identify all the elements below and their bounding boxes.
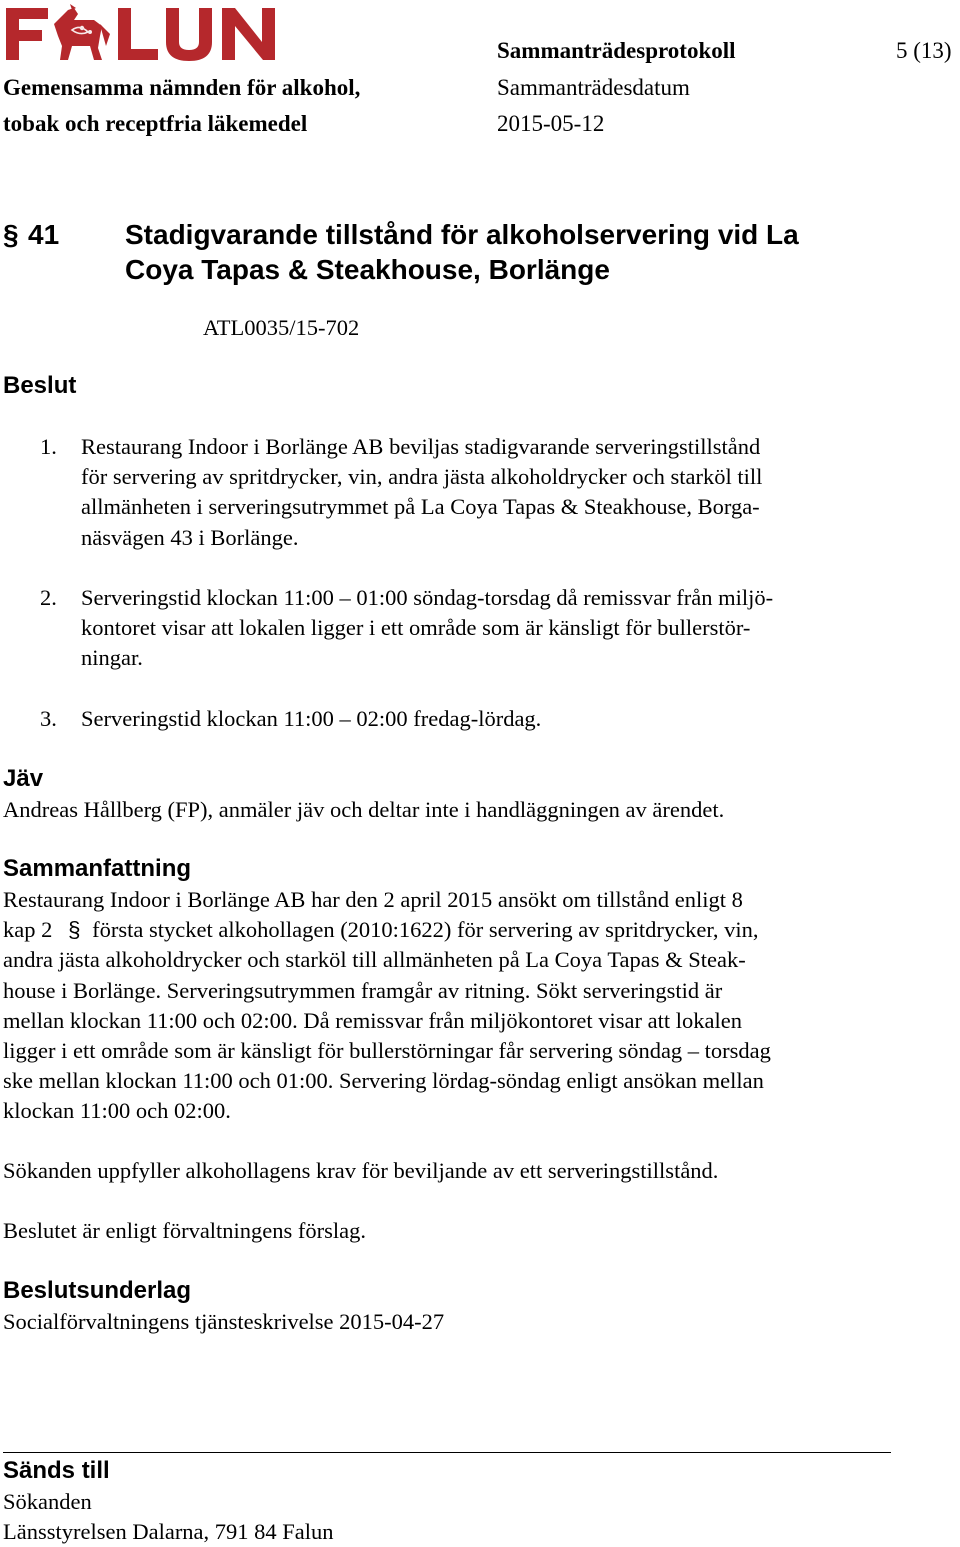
paragraph-text: kap 2 [3,917,53,943]
sammanfattning-paragraph-3: Beslutet är enligt förvaltningens förslag. [3,1218,367,1243]
paragraph-line: Restaurang Indoor i Borlänge AB har den 2 april 2015 ansökt om tillstånd enligt 8 [3,887,743,912]
beslut-item-line: ningar. [81,645,143,671]
beslut-item-line: Serveringstid klockan 11:00 – 02:00 fredag-lördag. [81,706,542,731]
sammanfattning-paragraph-1 [3,885,923,1127]
page-number: 5 (13) [896,38,952,63]
beslut-item-number: 1. [40,434,57,459]
beslutsunderlag-heading: Beslutsunderlag [3,1277,192,1304]
beslutsunderlag-text: Socialförvaltningens tjänsteskrivelse 2015-04-27 [3,1309,445,1334]
beslut-item-number: 3. [40,706,57,731]
paragraph-line: house i Borlänge. Serveringsutrymmen framgår av ritning. Sökt serveringstid är [3,977,723,1003]
section-number: 41 [28,219,60,250]
paragraph-line: andra jästa alkoholdrycker och starköl till allmänheten på La Coya Tapas & Steak- [3,947,746,973]
sammanfattning-heading: Sammanfattning [3,855,192,882]
section-title-line-1: Stadigvarande tillstånd för alkoholservering vid La [125,219,799,250]
sammanfattning-paragraph-2: Sökanden uppfyller alkohollagens krav för beviljande av ett serveringstillstånd. [3,1158,719,1183]
recipient: Sökanden [3,1489,92,1514]
jav-text: Andreas Hållberg (FP), anmäler jäv och deltar inte i handläggningen av ärendet. [3,797,725,822]
paragraph-line: ske mellan klockan 11:00 och 01:00. Servering lördag-söndag enligt ansökan mellan [3,1068,764,1094]
paragraph-line [3,915,923,945]
beslut-item-number: 2. [40,585,57,610]
beslut-item-line: Serveringstid klockan 11:00 – 01:00 söndag-torsdag då remissvar från miljö- [81,585,774,610]
organization-line-1: Gemensamma nämnden för alkohol, [3,75,361,100]
paragraph-line: mellan klockan 11:00 och 02:00. Då remissvar från miljökontoret visar att lokalen [3,1007,742,1033]
falun-logo [2,2,282,64]
jav-heading: Jäv [3,765,44,792]
beslut-item-line: näsvägen 43 i Borlänge. [81,524,299,550]
section-symbol: § [3,219,19,250]
beslut-item-line: Restaurang Indoor i Borlänge AB beviljas stadigvarande serveringstillstånd [81,434,761,459]
divider [3,1452,891,1453]
paragraph-line: ligger i ett område som är känsligt för bullerstörningar får servering söndag – torsdag [3,1038,771,1064]
sands-till-heading: Sänds till [3,1457,110,1484]
beslut-item-line: för servering av spritdrycker, vin, andra jästa alkoholdrycker och starköl till [81,464,763,490]
dala-horse-icon [54,4,110,60]
paragraph-symbol: § [68,917,81,943]
case-reference: ATL0035/15-702 [203,315,360,340]
beslut-heading: Beslut [3,372,77,399]
beslut-item-line: allmänheten i serveringsutrymmet på La Coya Tapas & Steakhouse, Borga- [81,494,760,520]
paragraph-text: första stycket alkohollagen (2010:1622) för servering av spritdrycker, vin, [92,917,759,943]
meeting-date-label: Sammanträdesdatum [497,75,690,100]
paragraph-line: klockan 11:00 och 02:00. [3,1098,231,1124]
recipient: Länsstyrelsen Dalarna, 791 84 Falun [3,1519,334,1544]
meeting-date: 2015-05-12 [497,111,605,136]
document-type: Sammanträdesprotokoll [497,38,736,63]
beslut-item-line: kontoret visar att lokalen ligger i ett område som är känsligt för bullerstör- [81,615,751,641]
organization-line-2: tobak och receptfria läkemedel [3,111,308,136]
section-title-line-2: Coya Tapas & Steakhouse, Borlänge [125,254,610,285]
